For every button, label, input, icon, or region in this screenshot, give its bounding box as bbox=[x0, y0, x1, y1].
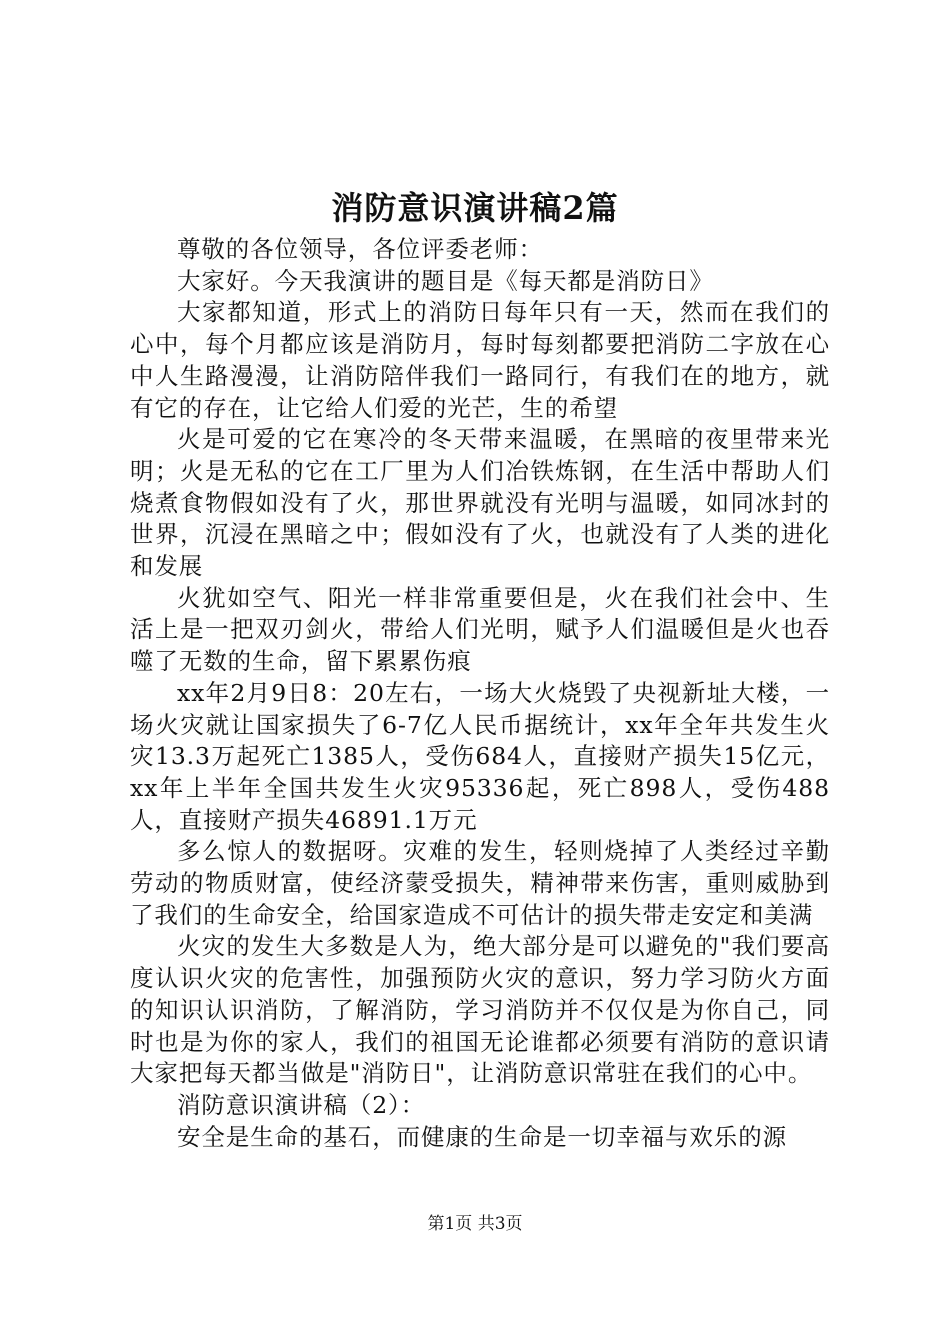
paragraph-salutation: 尊敬的各位领导，各位评委老师： bbox=[177, 235, 543, 263]
paragraph: 火灾的发生大多数是人为，绝大部分是可以避免的"我们要高度认识火灾的危害性，加强预防火灾的意识，努力学习防火方面的知识认识消防，了解消防，学习消防并不仅仅是为你自己，同时也是为你的家人，我们的祖国无论谁都必须要有消防的意识请大家把每天都当做是"消防日"，让消防意识常驻在我们的心中。 bbox=[130, 932, 830, 1088]
paragraph-greeting: 大家好。今天我演讲的题目是《每天都是消防日》 bbox=[177, 266, 714, 295]
paragraph: 大家都知道，形式上的消防日每年只有一天，然而在我们的心中，每个月都应该是消防月，每时每刻都要把消防二字放在心中人生路漫漫，让消防陪伴我们一路同行，有我们在的地方，就有它的存在，让它给人们爱的光芒，生的希望 bbox=[130, 298, 830, 422]
paragraph: 安全是生命的基石，而健康的生命是一切幸福与欢乐的源 bbox=[177, 1122, 787, 1151]
page-number-footer: 第1页 共3页 bbox=[427, 1214, 523, 1234]
paragraph: 火犹如空气、阳光一样非常重要但是，火在我们社会中、生活上是一把双刃剑火，带给人们光明，赋予人们温暖但是火也吞噬了无数的生命，留下累累伤痕 bbox=[130, 583, 830, 676]
paragraph: xx年2月9日8：20左右，一场大火烧毁了央视新址大楼，一场火灾就让国家损失了6-7亿人民币据统计，xx年全年共发生火灾13.3万起死亡1385人，受伤684人，直接财产损失15亿元，xx年上半年全国共发生火灾95336起，死亡898人，受伤488人，直接财产损失46891.1万元 bbox=[130, 678, 830, 834]
document-title: 消防意识演讲稿2篇 bbox=[331, 189, 619, 227]
section-heading: 消防意识演讲稿（2）： bbox=[177, 1090, 426, 1119]
paragraph: 火是可爱的它在寒冷的冬天带来温暖，在黑暗的夜里带来光明；火是无私的它在工厂里为人们冶铁炼钢，在生活中帮助人们烧煮食物假如没有了火，那世界就没有光明与温暖，如同冰封的世界，沉浸在黑暗之中；假如没有了火，也就没有了人类的进化和发展 bbox=[130, 425, 830, 581]
paragraph: 多么惊人的数据呀。灾难的发生，轻则烧掉了人类经过辛勤劳动的物质财富，使经济蒙受损失，精神带来伤害，重则威胁到了我们的生命安全，给国家造成不可估计的损失带走安定和美满 bbox=[130, 837, 830, 929]
document-body bbox=[130, 234, 830, 1153]
